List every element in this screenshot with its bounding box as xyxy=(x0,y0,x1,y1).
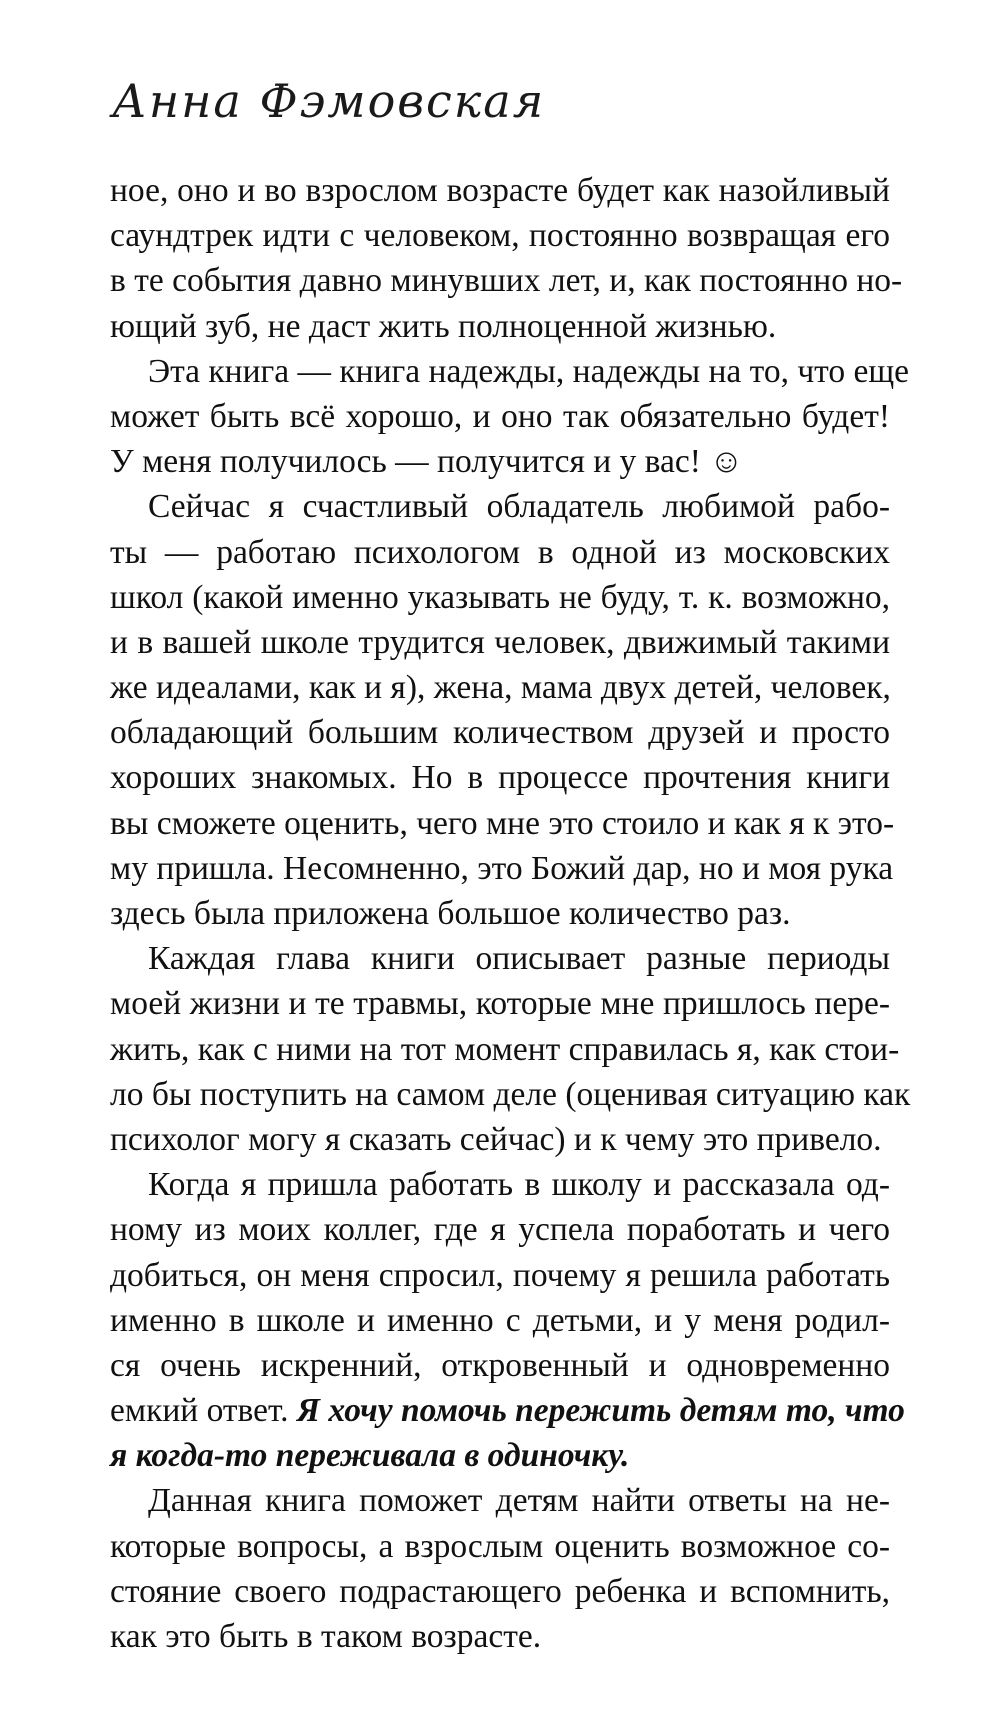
text-line xyxy=(110,530,890,575)
line-text: добиться, он меня спросил, почему я решила работать xyxy=(110,1256,890,1294)
line-text: именно в школе и именно с детьми, и у меня родил- xyxy=(110,1301,890,1339)
paragraph xyxy=(110,1162,905,1478)
paragraph xyxy=(110,349,910,485)
line-text: психолог могу я сказать сейчас) и к чему это привело. xyxy=(110,1120,882,1158)
text-line xyxy=(110,349,910,394)
text-line xyxy=(110,846,894,891)
text-line xyxy=(110,1343,890,1388)
line-text: школ (какой именно указывать не буду, т. к. возможно, xyxy=(110,578,890,616)
line-text: обладающий большим количеством друзей и просто xyxy=(110,714,890,752)
emphasized-text: Я хочу помочь пережить детям то, что xyxy=(296,1392,905,1430)
text-line xyxy=(110,1388,905,1433)
text-line xyxy=(110,1614,890,1659)
line-text: здесь была приложена большое количество раз. xyxy=(110,895,791,932)
line-text: ты — работаю психологом в одной из московских xyxy=(110,533,890,571)
text-line xyxy=(110,304,890,349)
line-text: саундтрек идти с человеком, постоянно возвращая его xyxy=(110,217,890,255)
line-text: Данная книга поможет детям найти ответы на не- xyxy=(148,1482,890,1520)
line-text: и в вашей школе трудится человек, движимый такими xyxy=(110,623,890,661)
line-text: Каждая глава книги описывает разные периоды xyxy=(148,940,890,978)
text-line xyxy=(110,1433,890,1478)
text-line xyxy=(110,575,890,620)
text-line xyxy=(110,1569,890,1614)
line-text: емкий ответ. xyxy=(110,1392,297,1430)
text-line xyxy=(110,1524,890,1569)
emphasized-text: я когда-то переживала в одиночку. xyxy=(110,1437,630,1475)
text-line xyxy=(110,258,903,303)
text-line xyxy=(110,1298,890,1343)
text-line xyxy=(110,484,890,529)
line-text: же идеалами, как и я), жена, мама двух детей, человек, xyxy=(110,669,891,707)
body-text xyxy=(110,168,911,1659)
line-text: в те события давно минувших лет, и, как постоянно но- xyxy=(110,262,903,300)
line-text: которые вопросы, а взрослым оценить возможное со- xyxy=(110,1527,890,1565)
line-text: хороших знакомых. Но в процессе прочтения книги xyxy=(110,759,890,797)
line-text: ющий зуб, не даст жить полноценной жизнью. xyxy=(110,307,777,345)
line-text: У меня получилось — получится и у вас! ☺ xyxy=(110,443,744,481)
text-line xyxy=(110,665,890,710)
text-line xyxy=(110,1253,890,1298)
paragraph xyxy=(110,484,895,936)
line-text: вы сможете оценить, чего мне это стоило и как я к это- xyxy=(110,804,895,842)
line-text: ло бы поступить на самом деле (оценивая ситуацию как xyxy=(110,1075,911,1113)
line-text: жить, как с ними на тот момент справилась я, как стои- xyxy=(110,1030,900,1068)
paragraph xyxy=(110,936,911,1162)
text-line xyxy=(110,801,895,846)
line-text: может быть всё хорошо, и оно так обязательно будет! xyxy=(110,397,890,435)
text-line xyxy=(110,439,890,484)
paragraph xyxy=(110,1478,890,1659)
text-line xyxy=(110,1072,911,1117)
text-line xyxy=(110,755,890,800)
text-line xyxy=(110,981,890,1026)
text-line xyxy=(110,710,890,755)
line-text: как это быть в таком возрасте. xyxy=(110,1618,542,1655)
paragraph xyxy=(110,168,903,349)
line-text: Сейчас я счастливый обладатель любимой рабо- xyxy=(148,488,890,526)
line-text: Эта книга — книга надежды, надежды на то, что еще xyxy=(148,352,910,390)
text-line xyxy=(110,1162,890,1207)
text-line xyxy=(110,936,890,981)
text-line xyxy=(110,1027,900,1072)
text-line xyxy=(110,168,890,213)
text-line xyxy=(110,1117,890,1162)
running-head-author: Анна Фэмовская xyxy=(112,74,546,128)
line-text: стояние своего подрастающего ребенка и вспомнить, xyxy=(110,1572,890,1610)
text-line xyxy=(110,891,890,936)
text-line xyxy=(110,1478,890,1523)
line-text: ное, оно и во взрослом возрасте будет как назойливый xyxy=(110,172,890,209)
text-line xyxy=(110,1207,890,1252)
line-text: ному из моих коллег, где я успела поработать и чего xyxy=(110,1211,890,1249)
line-text: Когда я пришла работать в школу и рассказала од- xyxy=(148,1166,890,1204)
line-text: ся очень искренний, откровенный и одновременно xyxy=(110,1346,890,1384)
text-line xyxy=(110,213,890,258)
text-line xyxy=(110,620,890,665)
text-line xyxy=(110,394,890,439)
line-text: моей жизни и те травмы, которые мне пришлось пере- xyxy=(110,985,890,1023)
line-text: му пришла. Несомненно, это Божий дар, но и моя рука xyxy=(110,849,894,887)
